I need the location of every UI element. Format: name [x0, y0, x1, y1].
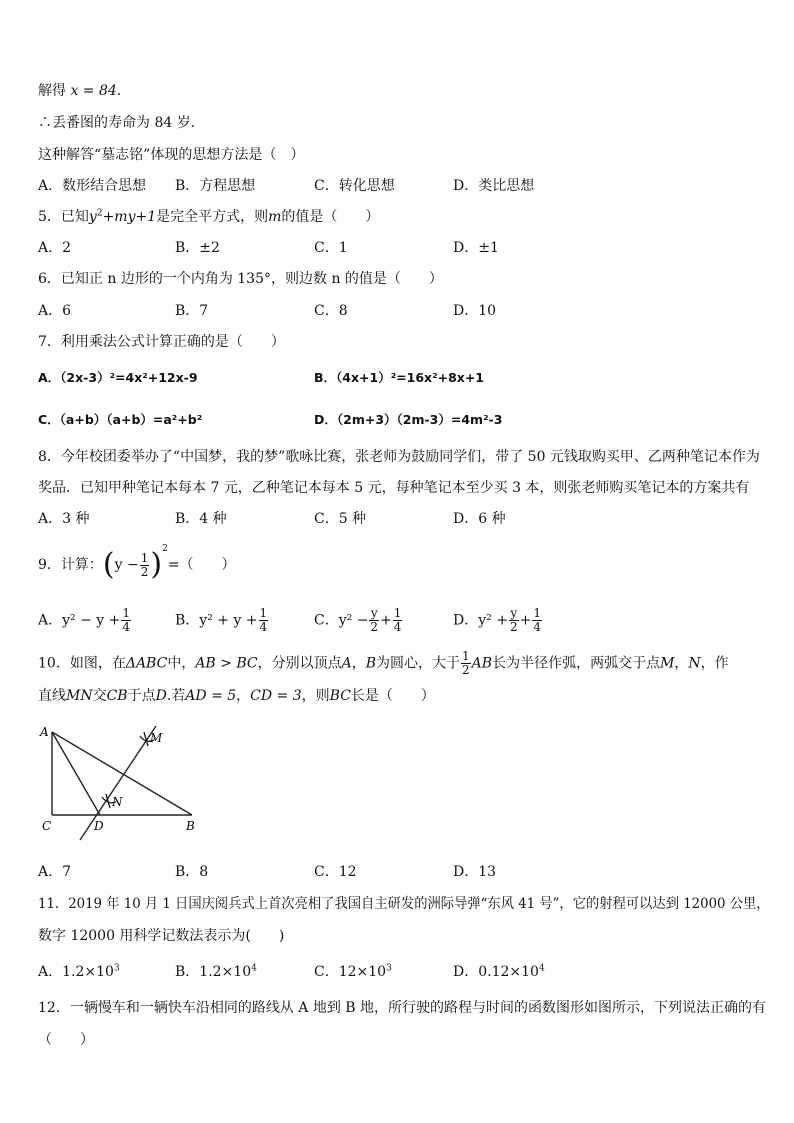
q9-option-c-frac [393, 607, 403, 634]
q5-prefix: 5．已知 [38, 209, 89, 225]
q10-l1h: B [365, 655, 377, 672]
q9-left-paren: ( [102, 547, 115, 582]
q10-l2j: CD = 3 [250, 688, 302, 704]
q8-option-d[interactable]: D．6 种 [453, 511, 506, 527]
q11-option-a-exp: 3 [113, 963, 120, 974]
q10-label-d: D [94, 819, 104, 833]
q10-frac-num: 1 [462, 649, 470, 663]
q4-option-a[interactable]: A．数形结合思想 [38, 178, 147, 194]
q9-option-a-frac [121, 607, 131, 634]
q11-option-d[interactable] [453, 962, 545, 982]
q10-label-b: B [186, 819, 195, 833]
q9-inner: y − [114, 557, 139, 573]
q10-l1e: ，分别以顶点 [257, 655, 342, 672]
q10-l2f: D [155, 688, 167, 704]
q5-expr-exp: 2 [96, 208, 103, 219]
q10-l1j: AB [471, 655, 493, 672]
q9-option-c-main: y² − [338, 612, 369, 629]
q10-label-n: N [112, 795, 123, 809]
q10-l2h: AD = 5 [185, 688, 237, 704]
q9-frac-num: 1 [140, 550, 149, 565]
q9-option-c-yfrac-num: y [370, 606, 378, 620]
q4-option-c[interactable]: C．转化思想 [314, 178, 395, 194]
q7-option-b[interactable]: B．（4x+1）²=16x²+8x+1 [314, 370, 484, 385]
q4-solve-end: . [116, 83, 122, 99]
q9-option-d-frac [532, 607, 542, 634]
q4-solve-math: x = 84 [70, 83, 117, 99]
q8-option-c[interactable]: C．5 种 [314, 511, 367, 527]
q4-question: 这种解答“墓志铭”体现的思想方法是（ ） [38, 147, 305, 163]
q9-option-c-frac-num: 1 [393, 606, 402, 620]
q11-option-a-label: A． [38, 964, 63, 980]
q10-l2l: BC [329, 688, 351, 704]
q11-option-a-base: 1.2×10 [62, 964, 114, 980]
q4-solve-line [38, 81, 121, 101]
q10-label-m: M [150, 731, 163, 745]
q9-option-d-yfrac-num: y [510, 606, 518, 620]
q9-power: 2 [162, 544, 168, 554]
q6-question: 6．已知正 n 边形的一个内角为 135°，则边数 n 的值是（ ） [38, 271, 443, 287]
q10-l1a: 10．如图，在 [38, 655, 126, 672]
q11-option-b-label: B． [175, 964, 200, 980]
q10-option-b[interactable]: B．8 [175, 864, 209, 880]
q9-option-d[interactable] [453, 607, 543, 634]
q10-l2i: ， [236, 688, 251, 704]
q10-line-mn [80, 726, 156, 840]
q5-option-a[interactable]: A．2 [38, 240, 72, 256]
q9-frac-den: 2 [140, 564, 149, 579]
q5-mid: 是完全平方式，则 [156, 209, 269, 225]
q10-l1c: 中， [167, 655, 196, 672]
q6-option-a[interactable]: A．6 [38, 303, 72, 319]
q7-question: 7．利用乘法公式计算正确的是（ ） [38, 334, 285, 350]
q10-option-c[interactable]: C．12 [314, 864, 357, 880]
q5-suffix: 的值是（ ） [281, 209, 380, 225]
q9-option-b-frac [259, 607, 269, 634]
q7-option-d[interactable]: D．（2m+3）（2m-3）=4m²-3 [314, 412, 503, 427]
q6-option-c[interactable]: C．8 [314, 303, 348, 319]
q9-option-d-yfrac-den: 2 [509, 620, 518, 634]
q10-l2a: 直线 [38, 688, 66, 704]
q11-option-c-base: 12×10 [338, 964, 387, 980]
q11-option-d-label: D． [453, 964, 479, 980]
q10-l2e: 于点 [127, 688, 156, 704]
q9-option-b[interactable] [175, 607, 269, 634]
q11-option-b-exp: 4 [251, 963, 257, 974]
q9-option-c-frac-den: 4 [393, 620, 402, 634]
q9-option-a-frac-num: 1 [122, 606, 131, 620]
q9-option-b-frac-num: 1 [259, 606, 268, 620]
q9-option-d-label: D． [453, 612, 479, 629]
q10-l1g: ， [351, 655, 366, 672]
q10-question-line1 [38, 650, 729, 677]
q10-l2b: MN [66, 688, 93, 704]
q11-option-c-label: C． [314, 964, 339, 980]
q5-expr-y: y [88, 209, 97, 225]
q8-question-line2: 奖品．已知甲种笔记本每本 7 元，乙种笔记本每本 5 元，每种笔记本至少买 3 本，则张老师购买笔记本的方案共有 [38, 480, 750, 496]
q9-option-a[interactable] [38, 607, 132, 634]
q9-option-b-main: y² + y + [199, 612, 258, 629]
q9-option-a-main: y² − y + [62, 612, 121, 629]
q9-suffix: =（ ） [167, 557, 236, 573]
q10-l1d: AB > BC [195, 655, 258, 672]
q5-option-d[interactable]: D．±1 [453, 240, 499, 256]
q5-var-m: m [268, 209, 282, 225]
q11-option-d-exp: 4 [538, 963, 545, 974]
q9-option-c-yfrac-den: 2 [370, 620, 379, 634]
q10-l1b: ΔABC [125, 655, 168, 672]
q9-frac [140, 552, 150, 579]
q6-option-b[interactable]: B．7 [175, 303, 209, 319]
q10-option-d[interactable]: D．13 [453, 864, 497, 880]
q11-question-line2: 数字 12000 用科学记数法表示为( ) [38, 928, 285, 944]
q10-l1f: A [341, 655, 352, 672]
q9-question [38, 544, 236, 582]
q9-option-c-label: C． [314, 612, 339, 629]
q8-question-line1: 8．今年校团委举办了“中国梦，我的梦”歌咏比赛，张老师为鼓励同学们，带了 50 元钱取购买甲、乙两种笔记本作为 [38, 449, 760, 465]
q10-label-a: A [40, 725, 49, 739]
q11-option-d-base: 0.12×10 [478, 964, 539, 980]
q11-option-c[interactable] [314, 962, 392, 982]
q4-option-d[interactable]: D．类比思想 [453, 178, 535, 194]
q9-option-b-frac-den: 4 [259, 620, 268, 634]
q9-option-c-sign: + [380, 612, 392, 629]
q11-option-c-exp: 3 [386, 963, 392, 974]
q12-question-line2: （ ） [38, 1032, 94, 1048]
q10-option-a[interactable]: A．7 [38, 864, 72, 880]
q4-conclusion: ∴丢番图的寿命为 84 岁. [38, 115, 196, 131]
q10-l2d: CB [106, 688, 128, 704]
q10-l2k: ，则 [301, 688, 330, 704]
q10-l1i: 为圆心，大于 [376, 655, 461, 672]
q7-option-a[interactable]: A．（2x-3）²=4x²+12x-9 [38, 370, 198, 385]
q11-option-b[interactable] [175, 962, 257, 982]
q9-option-b-label: B． [175, 612, 200, 629]
q10-l1k: 长为半径作弧，两弧交于点 [492, 655, 661, 672]
q11-option-a[interactable] [38, 962, 120, 982]
q10-segment-ad [52, 732, 100, 815]
q9-option-c[interactable] [314, 607, 403, 634]
q8-option-a[interactable]: A．3 种 [38, 511, 90, 527]
q9-option-d-sign: + [519, 612, 532, 629]
q9-option-a-frac-den: 4 [122, 620, 131, 634]
q12-question-line1: 12．一辆慢车和一辆快车沿相同的路线从 A 地到 B 地，所行驶的路程与时间的函数图形如图所示，下列说法正确的有 [38, 1000, 767, 1016]
q5-option-c[interactable]: C．1 [314, 240, 348, 256]
q6-option-d[interactable]: D．10 [453, 303, 497, 319]
q10-l1m: ， [674, 655, 689, 672]
q7-option-c[interactable]: C．（a+b）（a+b）=a²+b² [38, 412, 203, 427]
q9-option-d-yfrac [509, 607, 519, 634]
q9-prefix: 9．计算： [38, 557, 103, 573]
q4-option-b[interactable]: B．方程思想 [175, 178, 256, 194]
q10-l1o: ，作 [700, 655, 729, 672]
q10-l2m: 长是（ ） [350, 688, 435, 704]
q10-frac [461, 650, 471, 677]
q10-label-c: C [42, 819, 52, 833]
q10-l1l: M [660, 655, 675, 672]
q5-option-b[interactable]: B．±2 [175, 240, 220, 256]
q9-option-d-main: y² + [478, 612, 508, 629]
q9-option-d-frac-den: 4 [533, 620, 541, 634]
q10-question-line2 [38, 686, 435, 706]
q10-frac-den: 2 [462, 663, 470, 677]
q5-expr-rest: +my+1 [102, 209, 157, 225]
q11-option-b-base: 1.2×10 [199, 964, 252, 980]
q4-solve-text: 解得 [38, 83, 66, 99]
q9-right-paren: ) [150, 547, 163, 582]
q10-l1n: N [688, 655, 701, 672]
q9-option-c-yfrac [369, 607, 379, 634]
q10-l2g: .若 [166, 688, 186, 704]
q10-l2c: 交 [92, 688, 107, 704]
q10-figure [36, 722, 206, 842]
q11-question-line1: 11．2019 年 10 月 1 日国庆阅兵式上首次亮相了我国自主研发的洲际导弹“东风 41 号”，它的射程可以达到 12000 公里， [38, 896, 770, 912]
q8-option-b[interactable]: B．4 种 [175, 511, 227, 527]
q9-option-a-label: A． [38, 612, 63, 629]
q5-question [38, 207, 379, 227]
q9-option-d-frac-num: 1 [533, 606, 541, 620]
